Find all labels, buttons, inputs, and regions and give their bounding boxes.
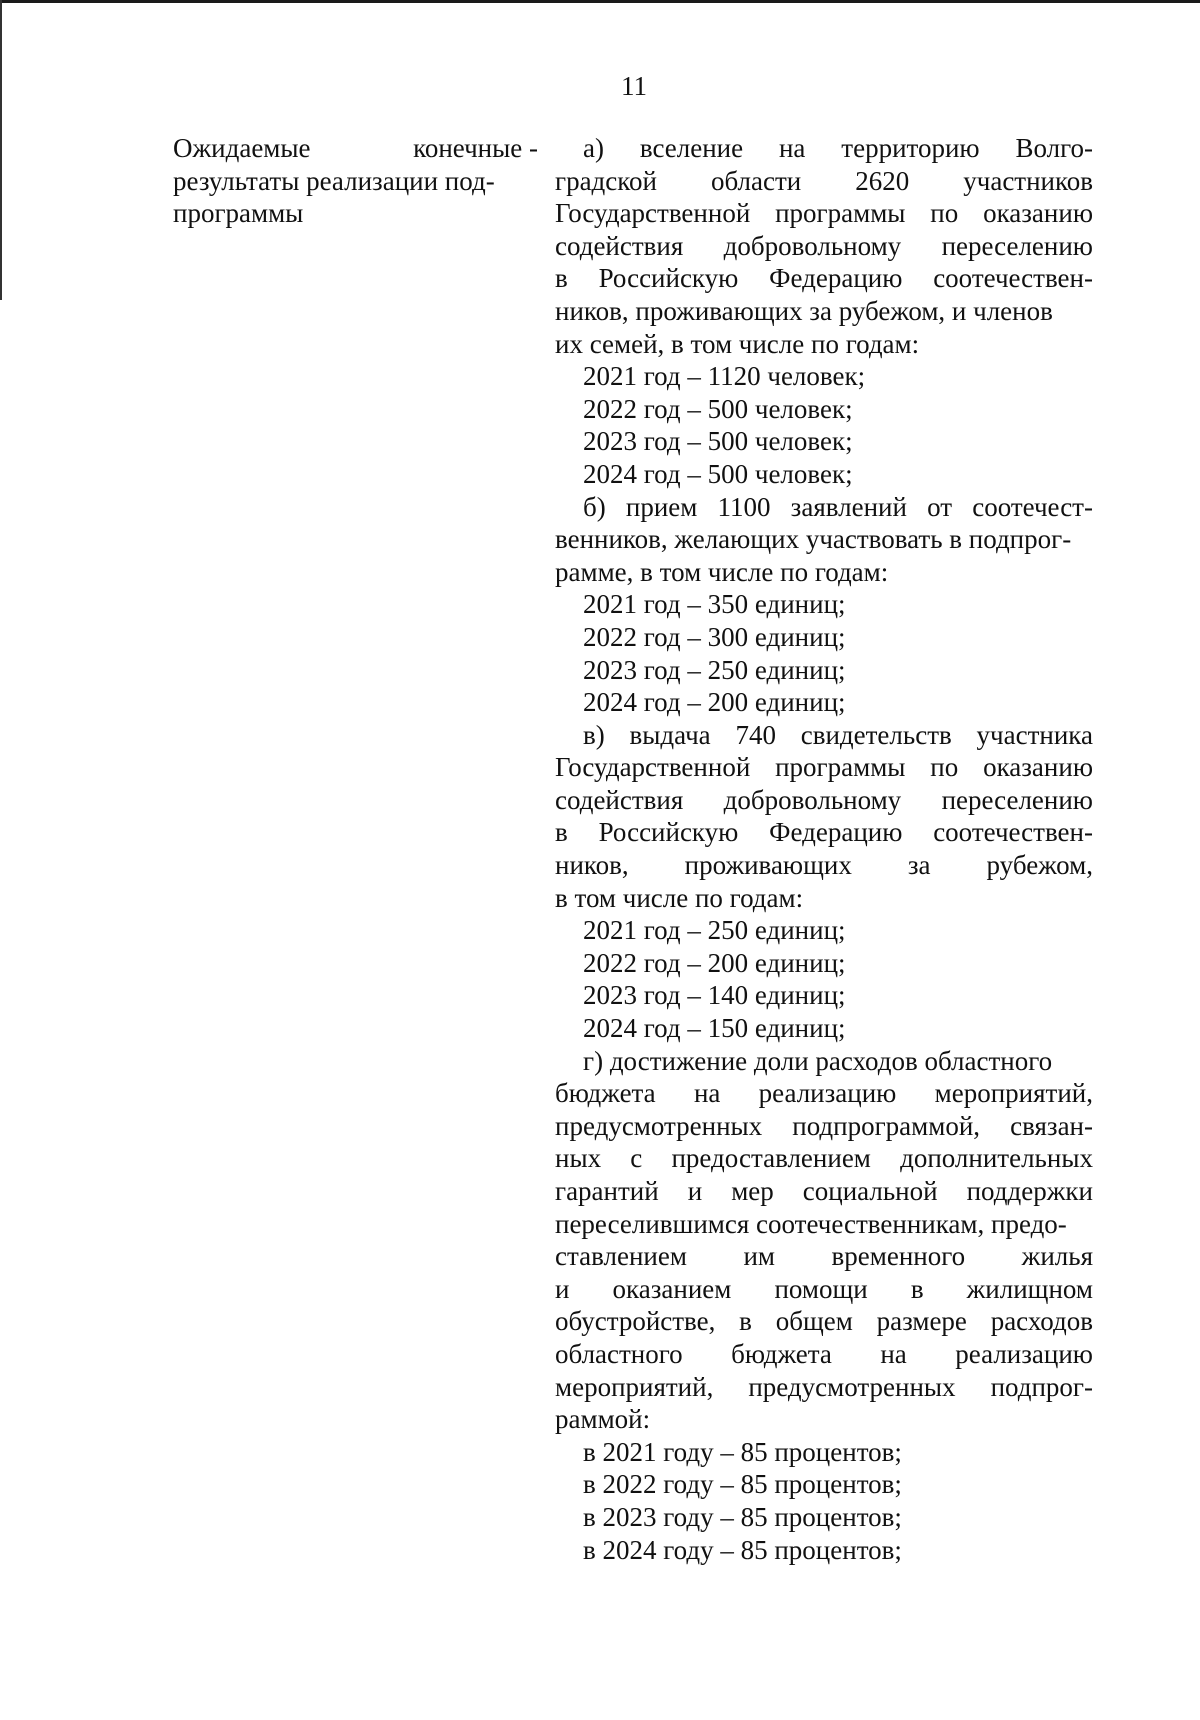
body-word: помощи	[774, 1273, 868, 1304]
body-line	[555, 132, 1093, 165]
body-word: градской	[555, 165, 657, 196]
body-word: содействия	[555, 230, 684, 261]
body-line	[555, 751, 1093, 784]
body-word: поддержки	[966, 1176, 1093, 1206]
body-word: оказанием	[612, 1273, 732, 1304]
body-word: гарантий	[555, 1176, 659, 1206]
body-word: предоставлением	[671, 1143, 871, 1174]
body-line	[555, 719, 1093, 752]
body-line	[555, 1338, 1093, 1371]
body-word: связан-	[1010, 1110, 1093, 1141]
body-line: г) достижение доли расходов областного	[583, 1045, 1053, 1076]
body-line	[555, 1142, 1093, 1175]
body-word: переселению	[941, 230, 1093, 261]
body-word: участников	[963, 165, 1093, 196]
body-word: содействия	[555, 784, 684, 815]
body-word: в)	[583, 719, 605, 750]
body-line: 2022 год – 300 единиц;	[583, 621, 846, 652]
label-line	[173, 165, 538, 198]
body-word: и	[555, 1273, 570, 1304]
body-word: ных	[555, 1143, 602, 1174]
body-line: 2024 год – 500 человек;	[583, 458, 853, 489]
body-word: Государственной	[555, 198, 751, 229]
body-word: рубежом,	[986, 850, 1093, 881]
body-word: добровольному	[723, 784, 902, 815]
body-line: ников, проживающих за рубежом, и членов	[555, 295, 1053, 326]
body-line	[555, 491, 1093, 524]
body-word: расходов	[990, 1306, 1093, 1337]
body-word: ставлением	[555, 1241, 687, 1272]
body-word: подпрограммой,	[792, 1110, 981, 1141]
body-word: а)	[583, 133, 604, 163]
body-word: в	[555, 263, 568, 294]
body-word: размере	[876, 1306, 967, 1337]
label-word: программы	[173, 198, 304, 229]
body-word: на	[693, 1078, 721, 1109]
body-word: вселение	[639, 133, 744, 163]
body-word: временного	[831, 1241, 966, 1272]
body-word: территорию	[841, 133, 980, 163]
body-word: соотечествен-	[933, 263, 1093, 294]
body-line: 2021 год – 1120 человек;	[583, 361, 866, 392]
body-line: в 2022 году – 85 процентов;	[583, 1469, 902, 1500]
body-word: 1100	[717, 491, 771, 522]
label-line	[173, 197, 538, 230]
body-line	[555, 1240, 1093, 1273]
body-word: области	[710, 165, 802, 196]
body-line: в том числе по годам:	[555, 882, 804, 913]
body-line: 2023 год – 140 единиц;	[583, 980, 846, 1011]
body-line: рамме, в том числе по годам:	[555, 556, 889, 587]
body-word: Федерацию	[769, 263, 903, 294]
label-word: Ожидаемые	[173, 133, 311, 163]
body-word: прием	[625, 491, 698, 522]
body-word: мер	[731, 1176, 774, 1206]
body-word: подпрог-	[990, 1371, 1093, 1402]
body-word: жилищном	[966, 1273, 1093, 1304]
body-line: в 2023 году – 85 процентов;	[583, 1501, 902, 1532]
body-word: по	[930, 198, 959, 229]
body-word: реализацию	[955, 1338, 1093, 1369]
body-line: в 2024 году – 85 процентов;	[583, 1534, 902, 1565]
body-word: проживающих	[684, 850, 852, 881]
body-word: 740	[735, 719, 776, 750]
body-word: Волго-	[1015, 133, 1093, 163]
page-number: 11	[621, 71, 647, 101]
body-line: 2021 год – 250 единиц;	[583, 915, 846, 946]
body-word: свидетельств	[800, 719, 952, 750]
body-word: дополнительных	[900, 1143, 1093, 1174]
body-word: жилья	[1021, 1241, 1093, 1272]
body-word: Российскую	[598, 817, 739, 848]
label-word: конечные -	[413, 133, 538, 163]
body-word: соотечест-	[972, 491, 1093, 522]
body-word: за	[907, 850, 931, 881]
body-line: в 2021 году – 85 процентов;	[583, 1436, 902, 1467]
body-word: оказанию	[983, 198, 1093, 229]
body-word: общем	[775, 1306, 853, 1337]
body-line: раммой:	[555, 1404, 651, 1435]
body-word: в	[910, 1273, 924, 1304]
body-line	[555, 1273, 1093, 1306]
body-word: мероприятий,	[934, 1078, 1093, 1109]
body-word: и	[687, 1176, 703, 1206]
body-word: областного	[555, 1338, 683, 1369]
body-line	[555, 816, 1093, 849]
body-line: 2021 год – 350 единиц;	[583, 589, 846, 620]
body-word: б)	[583, 491, 606, 522]
body-word: на	[880, 1338, 907, 1369]
body-word: Государственной	[555, 752, 751, 783]
body-line	[555, 784, 1093, 817]
body-word: им	[743, 1241, 775, 1272]
label-line	[173, 132, 538, 165]
body-line	[555, 1371, 1093, 1404]
body-line	[555, 1175, 1093, 1208]
body-word: оказанию	[983, 752, 1093, 783]
body-word: на	[778, 133, 806, 163]
body-word: ников,	[555, 850, 629, 881]
body-line: венников, желающих участвовать в подпрог-	[555, 524, 1072, 555]
body-word: Российскую	[598, 263, 739, 294]
body-word: Федерацию	[769, 817, 903, 848]
scan-left-edge	[0, 0, 2, 300]
body-line	[555, 1077, 1093, 1110]
body-line: 2022 год – 500 человек;	[583, 393, 853, 424]
body-word: заявлений	[790, 491, 907, 522]
passport-field-value	[555, 132, 1093, 1566]
body-word: выдача	[629, 719, 711, 750]
body-line: 2022 год – 200 единиц;	[583, 947, 846, 978]
body-word: реализацию	[758, 1078, 897, 1109]
body-line	[555, 165, 1093, 198]
body-line: 2023 год – 250 единиц;	[583, 654, 846, 685]
body-word: программы	[775, 752, 906, 783]
passport-field-label	[173, 132, 538, 230]
body-word: программы	[775, 198, 906, 229]
scan-top-edge	[0, 0, 1200, 3]
body-word: от	[927, 491, 953, 522]
body-word: с	[630, 1143, 643, 1174]
body-line: 2023 год – 500 человек;	[583, 426, 853, 457]
body-word: предусмотренных	[555, 1110, 763, 1141]
body-line	[555, 849, 1093, 882]
body-word: переселению	[941, 784, 1093, 815]
body-line: 2024 год – 200 единиц;	[583, 687, 846, 718]
label-word: результаты реализации под-	[173, 165, 495, 196]
body-word: мероприятий,	[555, 1371, 714, 1402]
body-line: переселившимся соотечественникам, предо-	[555, 1208, 1067, 1239]
body-line	[555, 197, 1093, 230]
body-line	[555, 230, 1093, 263]
body-word: социальной	[802, 1176, 938, 1206]
body-line: 2024 год – 150 единиц;	[583, 1013, 846, 1044]
body-word: бюджета	[731, 1338, 832, 1369]
body-word: бюджета	[555, 1078, 656, 1109]
body-line	[555, 1305, 1093, 1338]
body-line: их семей, в том числе по годам:	[555, 328, 920, 359]
body-line	[555, 1110, 1093, 1143]
body-word: добровольному	[723, 230, 902, 261]
body-word: обустройстве,	[555, 1306, 716, 1337]
body-word: в	[555, 817, 568, 848]
body-word: в	[739, 1306, 752, 1337]
body-line	[555, 262, 1093, 295]
body-word: участника	[976, 719, 1093, 750]
body-word: предусмотренных	[748, 1371, 956, 1402]
body-word: по	[930, 752, 959, 783]
body-word: соотечествен-	[933, 817, 1093, 848]
body-word: 2620	[855, 165, 910, 196]
